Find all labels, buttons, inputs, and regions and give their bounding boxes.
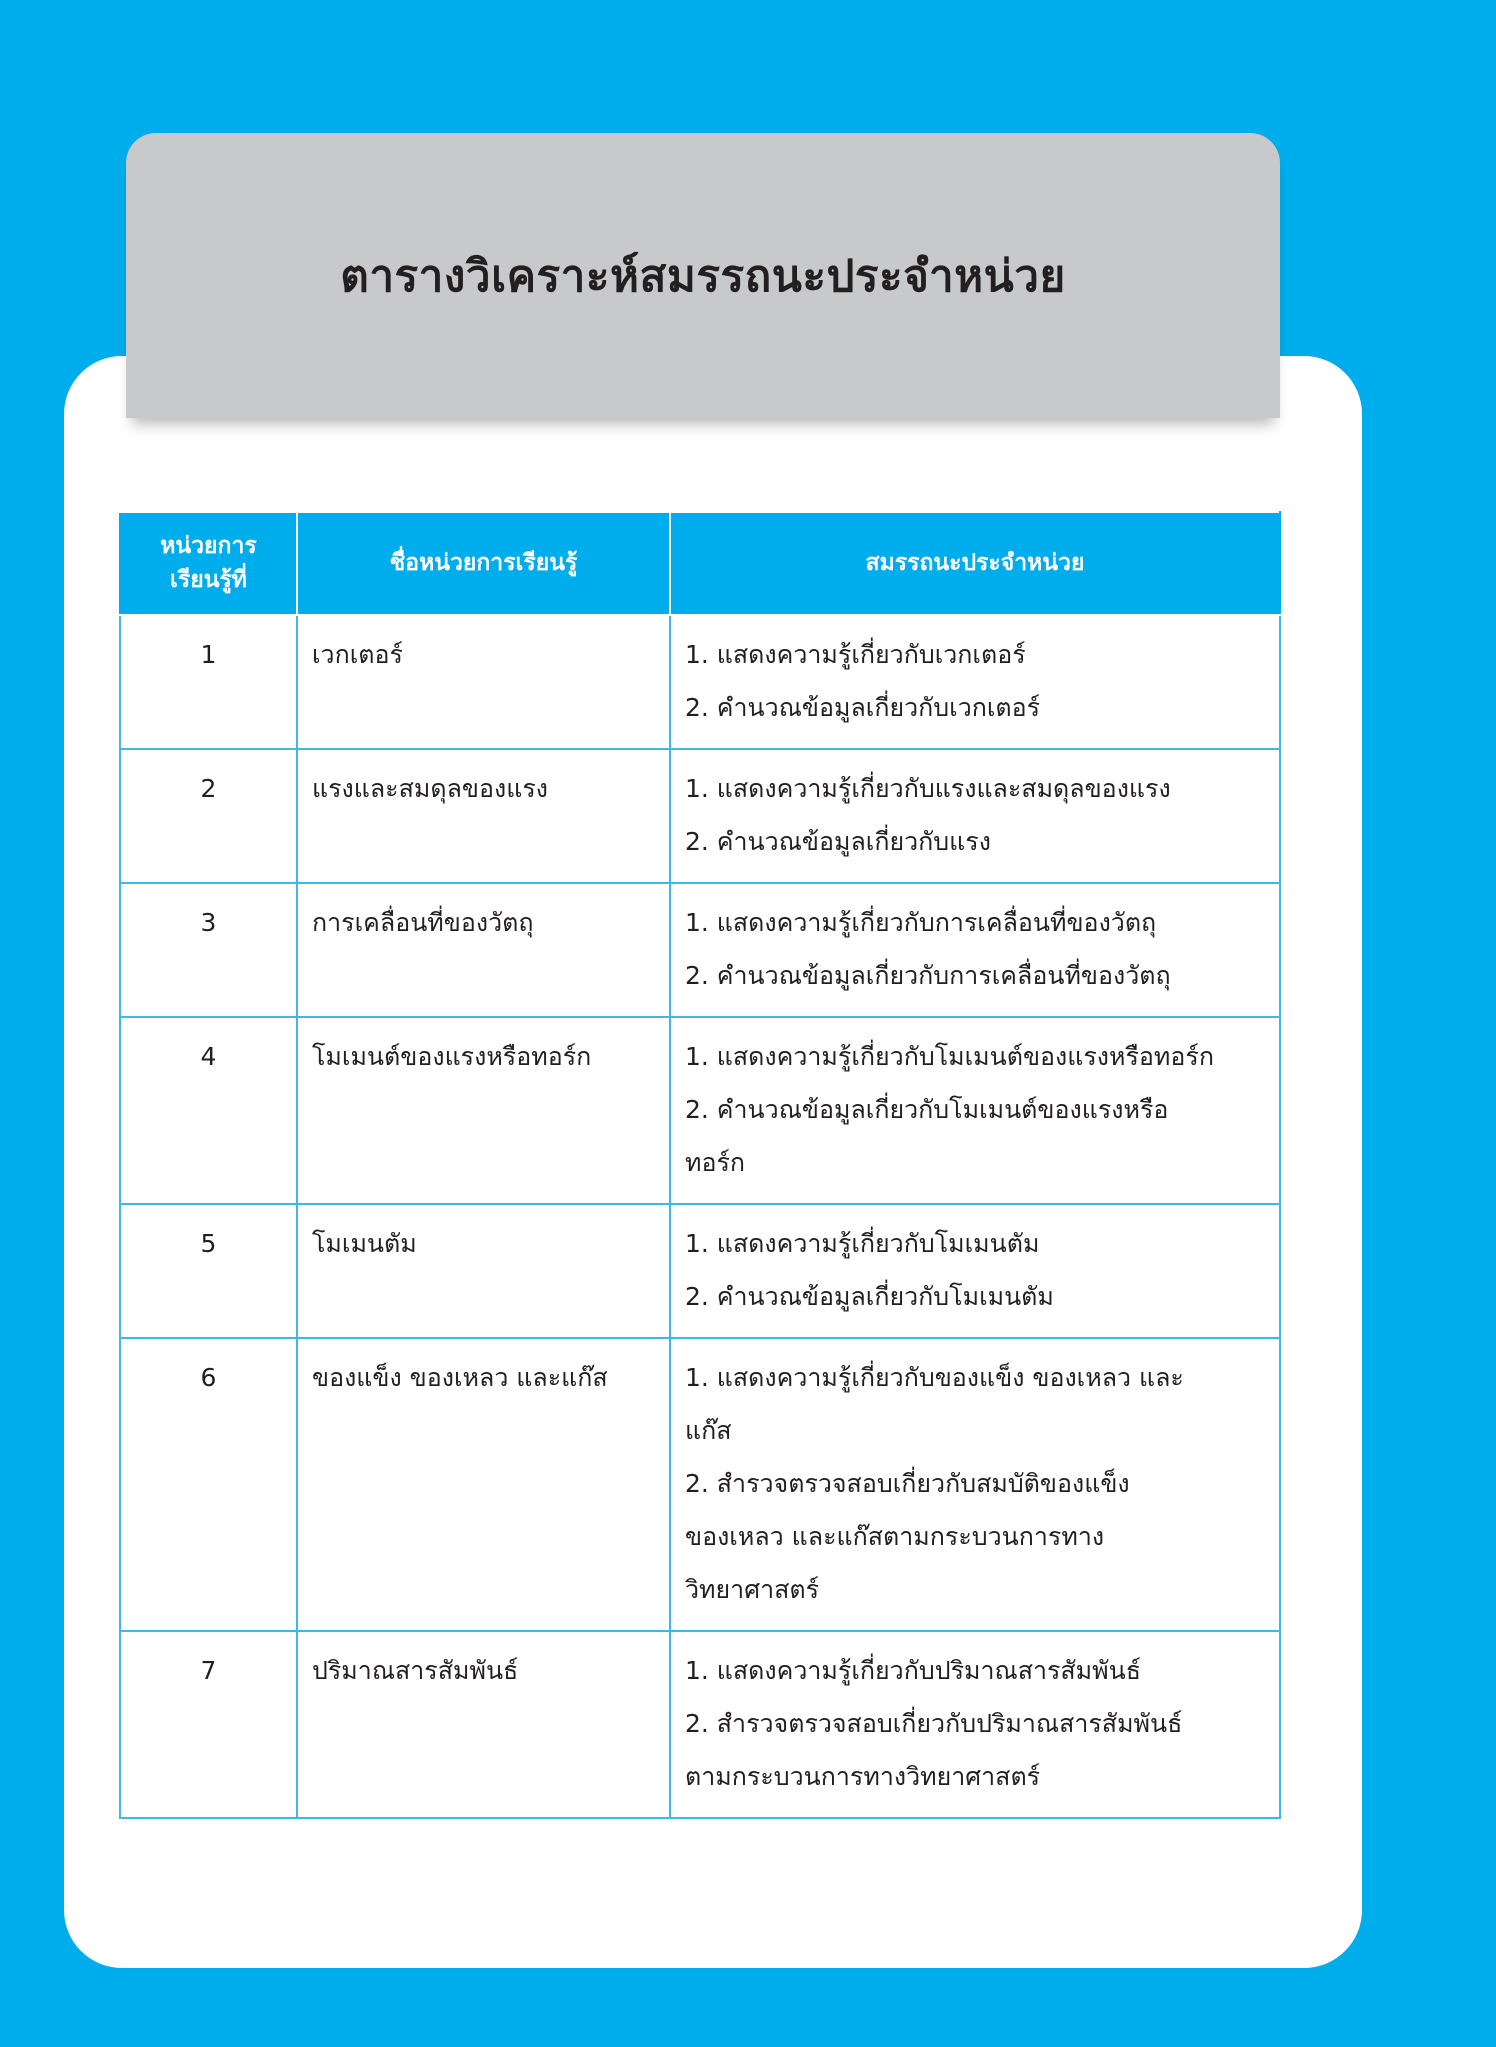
table-row [120,1338,1280,1631]
competency-line: 1. แสดงความรู้เกี่ยวกับโมเมนตัม [685,1229,1040,1258]
unit-name: แรงและสมดุลของแรง [297,749,670,883]
competency-line: 2. คำนวณข้อมูลเกี่ยวกับการเคลื่อนที่ของวัตถุ [685,961,1171,990]
competency-line: 1. แสดงความรู้เกี่ยวกับการเคลื่อนที่ของวัตถุ [685,908,1157,937]
page-title: ตารางวิเคราะห์สมรรถนะประจำหน่วย [340,251,1066,302]
table-row [120,749,1280,883]
competency-line: 2. คำนวณข้อมูลเกี่ยวกับเวกเตอร์ [685,693,1041,722]
unit-name: ของแข็ง ของเหลว และแก๊ส [297,1338,670,1631]
competency-table [119,511,1281,1819]
unit-competencies [670,1338,1280,1631]
table-row [120,1017,1280,1204]
unit-number: 7 [120,1631,297,1818]
unit-competencies [670,615,1280,749]
competency-line: 2. สำรวจตรวจสอบเกี่ยวกับสมบัติของแข็ง [685,1469,1130,1498]
unit-name: โมเมนตัม [297,1204,670,1338]
competency-line: แก๊ส [685,1416,732,1445]
unit-number: 4 [120,1017,297,1204]
unit-number: 6 [120,1338,297,1631]
header-unit-number-line: เรียนรู้ที่ [170,566,247,593]
competency-line: 1. แสดงความรู้เกี่ยวกับโมเมนต์ของแรงหรือทอร์ก [685,1042,1214,1071]
unit-number: 2 [120,749,297,883]
title-tab [126,133,1280,418]
unit-competencies [670,1017,1280,1204]
table-row [120,615,1280,749]
unit-name: ปริมาณสารสัมพันธ์ [297,1631,670,1818]
header-unit-number-line: หน่วยการ [160,533,257,560]
competency-line: ของเหลว และแก๊สตามกระบวนการทาง [685,1522,1105,1551]
unit-name: เวกเตอร์ [297,615,670,749]
competency-line: 2. สำรวจตรวจสอบเกี่ยวกับปริมาณสารสัมพันธ์ [685,1709,1183,1738]
unit-name: การเคลื่อนที่ของวัตถุ [297,883,670,1017]
unit-competencies [670,1631,1280,1818]
unit-number: 5 [120,1204,297,1338]
header-competency: สมรรถนะประจำหน่วย [670,512,1280,615]
unit-competencies [670,1204,1280,1338]
competency-line: 1. แสดงความรู้เกี่ยวกับแรงและสมดุลของแรง [685,774,1171,803]
competency-line: 2. คำนวณข้อมูลเกี่ยวกับแรง [685,827,991,856]
unit-competencies [670,749,1280,883]
competency-line: 1. แสดงความรู้เกี่ยวกับเวกเตอร์ [685,640,1026,669]
competency-line: 2. คำนวณข้อมูลเกี่ยวกับโมเมนต์ของแรงหรือ [685,1095,1169,1124]
unit-name: โมเมนต์ของแรงหรือทอร์ก [297,1017,670,1204]
competency-line: 2. คำนวณข้อมูลเกี่ยวกับโมเมนตัม [685,1282,1054,1311]
table-row [120,1204,1280,1338]
table-row [120,883,1280,1017]
unit-number: 1 [120,615,297,749]
competency-line: ทอร์ก [685,1148,746,1177]
competency-line: 1. แสดงความรู้เกี่ยวกับของแข็ง ของเหลว และ [685,1363,1184,1392]
competency-line: วิทยาศาสตร์ [685,1575,820,1604]
table-header-row [120,512,1280,615]
header-unit-name: ชื่อหน่วยการเรียนรู้ [297,512,670,615]
competency-line: 1. แสดงความรู้เกี่ยวกับปริมาณสารสัมพันธ์ [685,1656,1141,1685]
unit-number: 3 [120,883,297,1017]
competency-line: ตามกระบวนการทางวิทยาศาสตร์ [685,1762,1041,1791]
unit-competencies [670,883,1280,1017]
header-unit-number [120,512,297,615]
table-row [120,1631,1280,1818]
